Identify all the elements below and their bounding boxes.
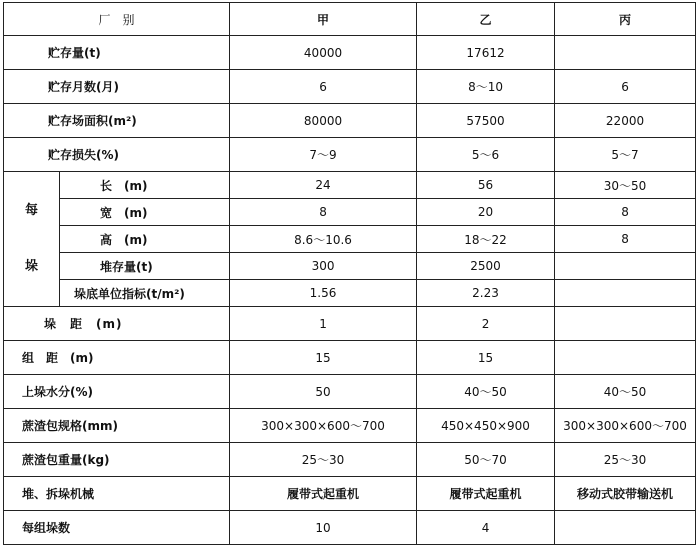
cell-value: 22000 — [555, 104, 696, 138]
row-label: 长 (m) — [60, 172, 230, 199]
row-label: 贮存月数(月) — [4, 70, 230, 104]
data-table-container — [3, 2, 695, 545]
table-row — [4, 307, 696, 341]
row-label: 垛底单位指标(t/m²) — [60, 280, 230, 307]
cell-value: 20 — [417, 199, 555, 226]
cell-value: 40000 — [230, 36, 417, 70]
cell-value: 1 — [230, 307, 417, 341]
cell-value — [555, 307, 696, 341]
cell-value: 8 — [230, 199, 417, 226]
table-row — [4, 280, 696, 307]
table-row — [4, 226, 696, 253]
table-row — [4, 104, 696, 138]
data-table — [3, 2, 696, 545]
per-stack-group-char: 垛 — [24, 259, 38, 274]
cell-value: 履带式起重机 — [230, 477, 417, 511]
cell-value: 24 — [230, 172, 417, 199]
cell-value: 300×300×600～700 — [230, 409, 417, 443]
cell-value: 40～50 — [555, 375, 696, 409]
cell-value: 8 — [555, 226, 696, 253]
row-label: 组 距 (m) — [4, 341, 230, 375]
table-row — [4, 36, 696, 70]
cell-value: 6 — [555, 70, 696, 104]
cell-value: 8.6～10.6 — [230, 226, 417, 253]
per-stack-group-label — [4, 172, 60, 307]
cell-value: 50 — [230, 375, 417, 409]
row-label: 堆、拆垛机械 — [4, 477, 230, 511]
cell-value: 450×450×900 — [417, 409, 555, 443]
cell-value — [555, 341, 696, 375]
cell-value: 7～9 — [230, 138, 417, 172]
table-row — [4, 477, 696, 511]
cell-value: 履带式起重机 — [417, 477, 555, 511]
row-label: 堆存量(t) — [60, 253, 230, 280]
row-label: 贮存场面积(m²) — [4, 104, 230, 138]
row-label: 贮存损失(%) — [4, 138, 230, 172]
cell-value: 8～10 — [417, 70, 555, 104]
table-row — [4, 511, 696, 545]
cell-value — [555, 280, 696, 307]
header-col-bing: 丙 — [555, 3, 696, 36]
row-label: 贮存量(t) — [4, 36, 230, 70]
cell-value: 40～50 — [417, 375, 555, 409]
cell-value: 2 — [417, 307, 555, 341]
cell-value: 57500 — [417, 104, 555, 138]
row-label: 蔗渣包规格(mm) — [4, 409, 230, 443]
cell-value: 移动式胶带输送机 — [555, 477, 696, 511]
table-row — [4, 253, 696, 280]
header-col-yi: 乙 — [417, 3, 555, 36]
cell-value: 300 — [230, 253, 417, 280]
cell-value: 18～22 — [417, 226, 555, 253]
cell-value — [555, 511, 696, 545]
cell-value: 4 — [417, 511, 555, 545]
cell-value: 25～30 — [230, 443, 417, 477]
cell-value: 30～50 — [555, 172, 696, 199]
cell-value: 10 — [230, 511, 417, 545]
table-row — [4, 70, 696, 104]
table-row — [4, 443, 696, 477]
row-label: 蔗渣包重量(kg) — [4, 443, 230, 477]
cell-value: 80000 — [230, 104, 417, 138]
header-row — [4, 3, 696, 36]
table-row — [4, 375, 696, 409]
row-label: 垛 距 (m) — [4, 307, 230, 341]
cell-value: 2.23 — [417, 280, 555, 307]
cell-value: 5～6 — [417, 138, 555, 172]
table-row — [4, 138, 696, 172]
cell-value: 300×300×600～700 — [555, 409, 696, 443]
cell-value: 25～30 — [555, 443, 696, 477]
per-stack-group-char: 每 — [24, 203, 38, 218]
cell-value: 5～7 — [555, 138, 696, 172]
cell-value: 15 — [417, 341, 555, 375]
cell-value — [555, 253, 696, 280]
header-col-jia: 甲 — [230, 3, 417, 36]
cell-value: 6 — [230, 70, 417, 104]
row-label: 高 (m) — [60, 226, 230, 253]
cell-value: 8 — [555, 199, 696, 226]
cell-value: 50～70 — [417, 443, 555, 477]
cell-value: 17612 — [417, 36, 555, 70]
cell-value: 15 — [230, 341, 417, 375]
header-factory: 厂 别 — [4, 3, 230, 36]
cell-value: 2500 — [417, 253, 555, 280]
cell-value: 1.56 — [230, 280, 417, 307]
table-row — [4, 199, 696, 226]
row-label: 宽 (m) — [60, 199, 230, 226]
cell-value: 56 — [417, 172, 555, 199]
table-row — [4, 341, 696, 375]
table-row — [4, 172, 696, 199]
cell-value — [555, 36, 696, 70]
table-row — [4, 409, 696, 443]
row-label: 每组垛数 — [4, 511, 230, 545]
row-label: 上垛水分(%) — [4, 375, 230, 409]
